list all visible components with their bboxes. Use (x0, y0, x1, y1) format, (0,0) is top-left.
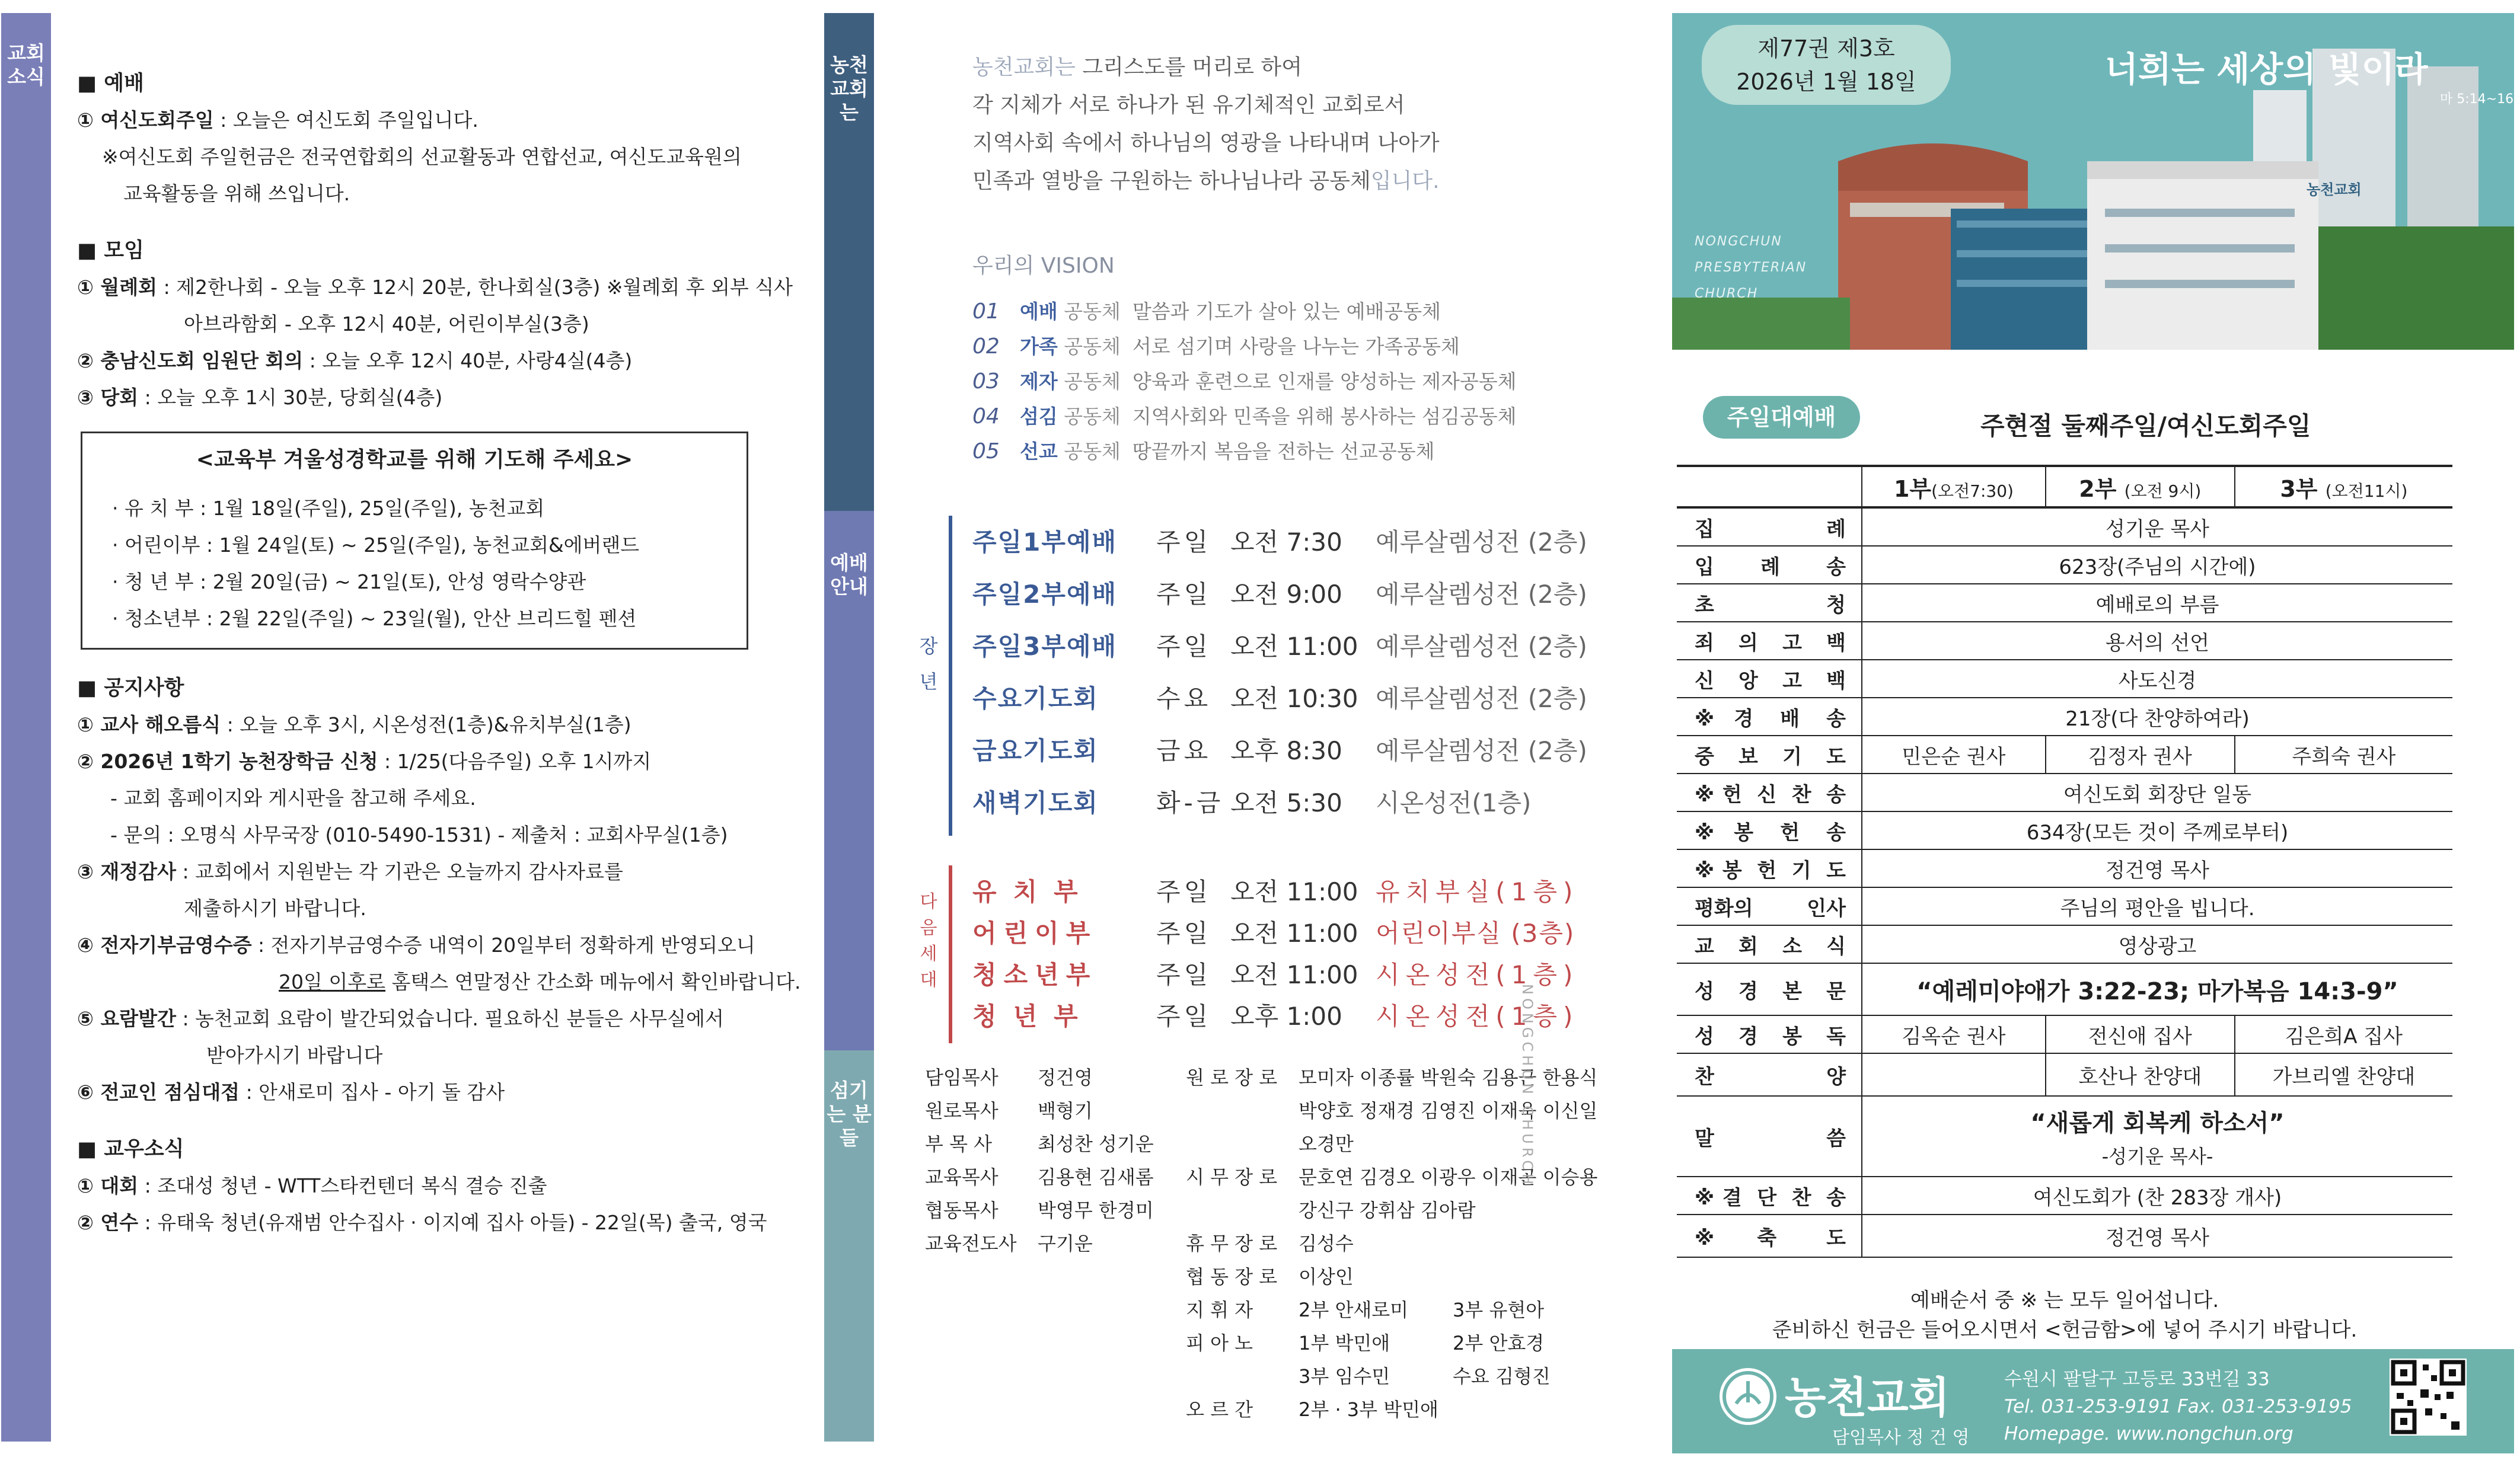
vision-item (972, 329, 1517, 364)
order-header-row (1677, 466, 2452, 507)
staff-title: 원로목사 (925, 1100, 999, 1122)
service-day: 주일 (1156, 632, 1212, 661)
vision-desc: 서로 섬기며 사랑을 나누는 가족공동체 (1132, 335, 1460, 358)
order-label: 중 보 기 도 (1677, 736, 1862, 774)
order-row (1677, 698, 2452, 736)
news-note: 교육활동을 위해 쓰입니다. (123, 182, 350, 205)
order-row (1677, 811, 2452, 849)
staff-names: 2부 안효경 (1453, 1332, 1545, 1354)
staff-names: 구기운 (1038, 1232, 1093, 1255)
service-time: 오전 11:00 (1230, 632, 1358, 661)
footer-pastor: 담임목사 정 건 영 (1832, 1427, 1970, 1448)
item-body: : 제2한나회 - 오늘 오후 12시 20분, 한나회실(3층) ※월례회 후 외부 식사 (157, 276, 793, 299)
sermon-title: “새롭게 회복케 하소서” (2030, 1109, 2285, 1137)
church-en-line: NONGCHUN (1695, 234, 1782, 249)
staff-names: 3부 유현아 (1453, 1299, 1545, 1321)
news-item (77, 102, 824, 139)
vision-key: 예배 (1020, 300, 1058, 323)
item-head: ② 충남신도회 임원단 회의 (77, 349, 304, 372)
item-body: 홈택스 연말정산 간소화 메뉴에서 확인바랍니다. (385, 970, 801, 993)
staff-row (1186, 1360, 1613, 1393)
staff-title: 시 무 장 로 (1186, 1166, 1278, 1188)
vision-num: 04 (972, 404, 1000, 429)
order-row (1677, 1053, 2452, 1096)
order-label: 입 례 송 (1677, 546, 1862, 584)
service-time: 오전 5:30 (1230, 788, 1342, 817)
vision-desc: 말씀과 기도가 살아 있는 예배공동체 (1132, 300, 1441, 323)
order-row (1677, 925, 2452, 963)
service-day: 주일 (1156, 960, 1212, 989)
vision-key: 선교 (1020, 440, 1058, 463)
order-label: 평화의 인사 (1677, 887, 1862, 925)
staff-title: 교육전도사 (925, 1232, 1017, 1255)
staff-names: 김성수 (1299, 1232, 1354, 1255)
staff-row (925, 1227, 1162, 1260)
order-header-cell (2046, 466, 2235, 507)
vision-desc: 양육과 훈련으로 인재를 양성하는 제자공동체 (1132, 370, 1517, 393)
order-value: 634장(모든 것이 주께로부터) (1862, 811, 2452, 849)
order-row (1677, 963, 2452, 1015)
staff-row (1186, 1227, 1613, 1260)
watermark-text: NONGCHUN CHURCH (1519, 984, 1536, 1188)
order-title: 주현절 둘째주일/여신도회주일 (1980, 411, 2311, 440)
item-body: : 오늘 오후 1시 30분, 당회실(4층) (138, 386, 443, 409)
order-label: 집 례 (1677, 507, 1862, 546)
staff-right (1186, 1061, 1613, 1426)
service-place: 예루살렘성전 (2층) (1376, 528, 1587, 557)
staff-row (925, 1194, 1162, 1227)
vision-suffix: 공동체 (1057, 335, 1121, 358)
order-label: 죄 의 고 백 (1677, 622, 1862, 660)
building-sign: 농천교회 (2307, 181, 2362, 198)
service-time: 오전 11:00 (1230, 877, 1358, 906)
vision-num: 02 (972, 334, 1000, 359)
service-place: 예루살렘성전 (2층) (1376, 736, 1587, 765)
order-label: ※경 배 송 (1677, 698, 1862, 736)
service-name: 금요기도회 (972, 736, 1099, 765)
service-time: 오전 9:00 (1230, 580, 1342, 609)
order-row (1677, 507, 2452, 546)
adult-divider (949, 516, 952, 836)
about-side-label: 농천교회는 (830, 53, 868, 124)
order-note: 예배순서 중 ※ 는 모두 일어섭니다. (1910, 1289, 2219, 1312)
service-day: 금요 (1156, 736, 1212, 765)
service-place: 시온성전(1층) (1376, 1002, 1579, 1031)
vision-desc: 지역사회와 민족을 위해 봉사하는 섬김공동체 (1132, 405, 1517, 428)
order-value: 가브리엘 찬양대 (2235, 1053, 2452, 1096)
prayer-box-line: · 청 년 부 : 2월 20일(금) ~ 21일(토), 안성 영락수양관 (112, 570, 586, 593)
vision-item (972, 434, 1517, 469)
age-next-label: 다음세대 (920, 891, 937, 990)
service-name: 유치부 (972, 877, 1095, 906)
underlined-text: 20일 이후로 (279, 970, 385, 993)
order-value: 사도신경 (1862, 660, 2452, 698)
service-time: 오전 10:30 (1230, 684, 1358, 713)
item-head: ③ 당회 (77, 386, 139, 409)
service-name: 청년부 (972, 1002, 1095, 1031)
motto-reference: 마 5:14~16 (2440, 92, 2514, 107)
staff-row (1186, 1327, 1613, 1360)
news-item (77, 343, 824, 379)
staff-row (1186, 1127, 1613, 1161)
news-item (77, 379, 824, 416)
vision-item (972, 364, 1517, 399)
staff-title: 부 목 사 (925, 1133, 993, 1155)
staff-names: 2부 안새로미 (1299, 1299, 1409, 1321)
service-place: 시온성전(1층) (1376, 960, 1579, 989)
staff-names: 문호연 김경오 이광우 이재곤 이승용 (1299, 1166, 1598, 1188)
motto-text: 너희는 세상의 빛이라 (2105, 49, 2428, 90)
staff-title: 협 동 장 로 (1186, 1266, 1278, 1288)
staff-names: 이상인 (1299, 1266, 1354, 1288)
footer-homepage[interactable]: Homepage. www.nongchun.org (2004, 1423, 2293, 1445)
church-intro (972, 49, 1440, 200)
issue-date: 2026년 1월 18일 (1736, 69, 1916, 95)
prayer-box-title: <교육부 겨울성경학교를 위해 기도해 주세요> (196, 448, 633, 472)
prayer-box-line: · 청소년부 : 2월 22일(주일) ~ 23일(월), 안산 브리드힐 펜션 (112, 607, 637, 630)
sermon-cell (1862, 1096, 2452, 1177)
item-head: ④ 전자기부금영수증 (77, 934, 252, 957)
order-row (1677, 1215, 2452, 1257)
staff-title: 오 르 간 (1186, 1398, 1253, 1421)
service-day: 주일 (1156, 528, 1212, 557)
order-value: 김은희A 집사 (2235, 1015, 2452, 1053)
order-value: 21장(다 찬양하여라) (1862, 698, 2452, 736)
order-row (1677, 660, 2452, 698)
item-head: ① 월례회 (77, 276, 158, 299)
vision-key: 가족 (1020, 335, 1058, 358)
staff-row (1186, 1260, 1613, 1293)
item-body: : 오늘 오후 12시 40분, 사랑4실(4층) (303, 349, 633, 372)
worship-order-table (1677, 465, 2452, 1258)
service-day: 주일 (1156, 1002, 1212, 1031)
footer-address: 수원시 팔달구 고등로 33번길 33 (2004, 1369, 2270, 1390)
order-value: 정건영 목사 (1862, 849, 2452, 887)
order-row (1677, 736, 2452, 774)
service-name: 주일2부예배 (972, 580, 1118, 609)
vision-suffix: 공동체 (1057, 300, 1121, 323)
service-place: 어린이부실 (3층) (1376, 919, 1575, 948)
sermon-preacher: -성기운 목사- (2101, 1145, 2213, 1168)
staff-row (1186, 1161, 1613, 1194)
intro-text: 그리스도를 머리로 하여 (1075, 55, 1302, 79)
news-item-cont (77, 964, 824, 1001)
vision-num: 05 (972, 439, 1000, 464)
footer-phone: Tel. 031-253-9191 Fax. 031-253-9195 (2004, 1396, 2352, 1417)
order-row (1677, 584, 2452, 622)
item-head: ③ 재정감사 (77, 860, 176, 883)
meeting-heading: ■ 모임 (77, 239, 144, 263)
order-header-cell (2235, 466, 2452, 507)
service-time: 오전 11:00 (1230, 960, 1358, 989)
news-item-cont: - 문의 : 오명식 사무국장 (010-5490-1531) - 제출처 : 교회사무실(1층) (110, 823, 728, 846)
staff-row (1186, 1393, 1613, 1426)
order-row (1677, 887, 2452, 925)
service-day: 주일 (1156, 877, 1212, 906)
staff-title: 원 로 장 로 (1186, 1066, 1278, 1089)
staff-row (1186, 1094, 1613, 1127)
order-value: 성기운 목사 (1862, 507, 2452, 546)
service-name: 어린이부 (972, 919, 1098, 948)
staff-names: 3부 임수민 (1299, 1365, 1390, 1388)
staff-names: 모미자 이종률 박원숙 김용근 한용식 (1299, 1066, 1598, 1089)
order-value: 김정자 권사 (2046, 736, 2235, 774)
vision-item (972, 399, 1517, 434)
order-value: 용서의 선언 (1862, 622, 2452, 660)
news-item (77, 854, 824, 890)
item-head: ② 연수 (77, 1211, 139, 1234)
service-place: 예루살렘성전 (2층) (1376, 632, 1587, 661)
issue-badge (1702, 25, 1951, 105)
item-body: : 농천교회 요람이 발간되었습니다. 필요하신 분들은 사무실에서 (176, 1007, 724, 1030)
staff-row (1186, 1293, 1613, 1327)
order-value: 민은순 권사 (1862, 736, 2046, 774)
order-value: 예배로의 부름 (1862, 584, 2452, 622)
staff-title: 담임목사 (925, 1066, 999, 1089)
age-youth-label: 장년 (919, 635, 938, 693)
header-sub: (오전 9시) (2124, 481, 2202, 501)
item-body: : 조대성 청년 - WTT스타컨텐더 복식 결승 진출 (138, 1174, 547, 1197)
guide-side-label: 예배안내 (830, 551, 868, 598)
item-body: : 유태욱 청년(유재범 안수집사 · 이지예 집사 아들) - 22일(목) 출국, 영국 (138, 1211, 767, 1234)
order-row (1677, 1015, 2452, 1053)
order-value: 여신도회 회장단 일동 (1862, 774, 2452, 811)
staff-names: 최성찬 성기운 (1038, 1133, 1154, 1155)
intro-text: 민족과 열방을 구원하는 하나님나라 공동체 (972, 169, 1371, 193)
prayer-box-line: · 어린이부 : 1월 24일(토) ~ 25일(주일), 농천교회&에버랜드 (112, 533, 640, 557)
order-header-blank (1677, 466, 1862, 507)
news-side-bar (1, 13, 51, 1442)
header-main: 2부 (2079, 475, 2117, 502)
item-head: ② 2026년 1학기 농천장학금 신청 (77, 750, 378, 773)
news-item (77, 269, 824, 306)
news-item-cont: 받아가시기 바랍니다 (206, 1044, 383, 1067)
service-name: 청소년부 (972, 960, 1098, 989)
staff-names: 김용현 김새롬 (1038, 1166, 1154, 1188)
header-main: 3부 (2280, 475, 2318, 502)
order-label: 성 경 봉 독 (1677, 1015, 1862, 1053)
order-value: 주희숙 권사 (2235, 736, 2452, 774)
news-item (77, 743, 824, 780)
staff-row (925, 1061, 1162, 1094)
servants-side-label: 섬기는 분들 (827, 1079, 872, 1149)
church-logo-icon (1720, 1368, 1776, 1425)
staff-names: 수요 김형진 (1453, 1365, 1551, 1388)
notice-heading: ■ 공지사항 (77, 676, 184, 700)
service-day: 화-금 (1156, 788, 1224, 817)
header-main: 1부 (1893, 475, 1932, 502)
header-sub: (오전7:30) (1931, 481, 2014, 501)
order-note: 준비하신 헌금은 들어오시면서 <헌금함>에 넣어 주시기 바랍니다. (1772, 1318, 2358, 1342)
order-value: 전신애 집사 (2046, 1015, 2235, 1053)
staff-row (1186, 1061, 1613, 1094)
service-day: 주일 (1156, 580, 1212, 609)
order-header-cell (1862, 466, 2046, 507)
staff-left (925, 1061, 1162, 1260)
prayer-box-line: · 유 치 부 : 1월 18일(주일), 25일(주일), 농천교회 (112, 497, 545, 520)
service-name: 새벽기도회 (972, 788, 1099, 817)
order-label: ※헌 신 찬 송 (1677, 774, 1862, 811)
staff-names: 강신구 강휘삼 김아람 (1299, 1199, 1476, 1222)
staff-names: 백형기 (1038, 1100, 1093, 1122)
service-place: 시온성전(1층) (1376, 788, 1532, 817)
item-body: : 전자기부금영수증 내역이 20일부터 정확하게 반영되오니 (251, 934, 755, 957)
item-head: ① 대회 (77, 1174, 139, 1197)
order-label: 성 경 본 문 (1677, 963, 1862, 1015)
church-en-line: PRESBYTERIAN (1695, 260, 1807, 275)
order-label: 찬 양 (1677, 1053, 1862, 1096)
order-value: 주님의 평안을 빕니다. (1862, 887, 2452, 925)
vision-desc: 땅끝까지 복음을 전하는 선교공동체 (1132, 440, 1435, 463)
service-day: 주일 (1156, 919, 1212, 948)
service-day: 수요 (1156, 684, 1212, 713)
worship-heading: ■ 예배 (77, 72, 144, 95)
order-value: 김옥순 권사 (1862, 1015, 2046, 1053)
service-place: 예루살렘성전 (2층) (1376, 684, 1587, 713)
news-item (77, 1001, 824, 1037)
news-item (77, 927, 824, 964)
intro-line: 각 지체가 서로 하나가 된 유기체적인 교회로서 (972, 93, 1405, 117)
order-label: 신 앙 고 백 (1677, 660, 1862, 698)
vision-key: 섬김 (1020, 405, 1058, 428)
news-item (77, 1074, 824, 1111)
order-value: 623장(주님의 시간에) (1862, 546, 2452, 584)
staff-row (925, 1094, 1162, 1127)
staff-row (925, 1127, 1162, 1161)
service-time: 오후 1:00 (1230, 1002, 1342, 1031)
service-name: 주일1부예배 (972, 528, 1118, 557)
news-note: ※여신도회 주일헌금은 전국연합회의 선교활동과 연합선교, 여신도교육원의 (102, 145, 742, 168)
members-heading: ■ 교우소식 (77, 1137, 184, 1161)
service-place: 유치부실(1층) (1376, 877, 1579, 906)
vision-num: 03 (972, 369, 1000, 394)
item-body: : 1/25(다음주일) 오후 1시까지 (378, 750, 652, 773)
staff-names: 1부 박민애 (1299, 1332, 1390, 1354)
scripture-value: “예레미야애가 3:22-23; 마가복음 14:3-9” (1862, 963, 2452, 1015)
staff-title: 협동목사 (925, 1199, 999, 1222)
order-tag: 주일대예배 (1703, 396, 1860, 439)
intro-line (972, 162, 1440, 200)
vision-suffix: 공동체 (1057, 440, 1121, 463)
vision-suffix: 공동체 (1057, 405, 1121, 428)
item-head: ⑥ 전교인 점심대접 (77, 1081, 240, 1104)
order-row (1677, 1177, 2452, 1215)
news-item (77, 1168, 824, 1204)
order-label: ※봉 헌 기 도 (1677, 849, 1862, 887)
staff-title: 피 아 노 (1186, 1332, 1253, 1354)
order-value: 영상광고 (1862, 925, 2452, 963)
order-row (1677, 849, 2452, 887)
staff-names: 박영무 한경미 (1038, 1199, 1154, 1222)
order-label: ※봉 헌 송 (1677, 811, 1862, 849)
vision-title: 우리의 VISION (972, 254, 1115, 278)
staff-row (1186, 1194, 1613, 1227)
news-side-label: 교회소식 (7, 41, 45, 88)
footer-contact (2004, 1366, 2352, 1447)
staff-names: 오경만 (1299, 1133, 1354, 1155)
prayer-box (81, 432, 748, 650)
next-divider (949, 865, 952, 1043)
vision-suffix: 공동체 (1057, 370, 1121, 393)
order-label: ※축 도 (1677, 1215, 1862, 1257)
item-body: : 오늘은 여신도회 주일입니다. (213, 108, 479, 132)
intro-line: 지역사회 속에서 하나님의 영광을 나타내며 나아가 (972, 131, 1440, 155)
service-time: 오전 11:00 (1230, 919, 1358, 948)
service-place: 예루살렘성전 (2층) (1376, 580, 1587, 609)
service-name: 수요기도회 (972, 684, 1099, 713)
order-value: 호산나 찬양대 (2046, 1053, 2235, 1096)
staff-names: 박양호 정재경 김영진 이재욱 이신일 (1299, 1100, 1598, 1122)
order-label: 말 씀 (1677, 1096, 1862, 1177)
staff-title: 교육목사 (925, 1166, 999, 1188)
order-value: 여신도회가 (찬 283장 개사) (1862, 1177, 2452, 1215)
service-time: 오전 7:30 (1230, 528, 1342, 557)
intro-suffix: 입니다. (1370, 169, 1440, 193)
intro-line (972, 49, 1440, 87)
church-english-name (1695, 229, 1807, 307)
order-label: 초 청 (1677, 584, 1862, 622)
order-value (1862, 1053, 2046, 1096)
news-item-cont: 제출하시기 바랍니다. (184, 897, 366, 920)
vision-num: 01 (972, 299, 1000, 324)
order-row (1677, 1096, 2452, 1177)
news-item (77, 1204, 824, 1241)
order-row (1677, 622, 2452, 660)
vision-key: 제자 (1020, 370, 1058, 393)
intro-church-name: 농천교회는 (972, 55, 1076, 79)
order-row (1677, 774, 2452, 811)
item-head: ① 여신도회주일 (77, 108, 214, 132)
vision-list (972, 294, 1517, 469)
news-item-cont: - 교회 홈페이지와 게시판을 참고해 주세요. (110, 787, 476, 810)
staff-names: 2부 · 3부 박민애 (1299, 1398, 1438, 1421)
staff-title: 지 휘 자 (1186, 1299, 1253, 1321)
service-time: 오후 8:30 (1230, 736, 1342, 765)
order-label: 교 회 소 식 (1677, 925, 1862, 963)
qr-code-icon[interactable] (2390, 1359, 2467, 1436)
church-en-line: CHURCH (1695, 286, 1759, 301)
news-item (77, 707, 824, 743)
item-head: ⑤ 요람발간 (77, 1007, 176, 1030)
issue-number: 제77권 제3호 (1757, 36, 1895, 62)
order-value: 정건영 목사 (1862, 1215, 2452, 1257)
item-body: : 오늘 오후 3시, 시온성전(1층)&유치부실(1층) (221, 713, 631, 736)
news-section (77, 65, 824, 1241)
item-body: : 교회에서 지원받는 각 기관은 오늘까지 감사자료를 (176, 860, 623, 883)
header-sub: (오전11시) (2325, 481, 2408, 501)
item-head: ① 교사 해오름식 (77, 713, 221, 736)
order-row (1677, 546, 2452, 584)
staff-title: 휴 무 장 로 (1186, 1232, 1278, 1255)
order-label: ※결 단 찬 송 (1677, 1177, 1862, 1215)
staff-row (925, 1161, 1162, 1194)
footer-church-name: 농천교회 (1785, 1373, 1950, 1423)
item-body: : 안새로미 집사 - 아기 돌 감사 (240, 1081, 505, 1104)
vision-item (972, 294, 1517, 329)
staff-names: 정건영 (1038, 1066, 1093, 1089)
service-name: 주일3부예배 (972, 632, 1118, 661)
news-item-cont: 아브라함회 - 오후 12시 40분, 어린이부실(3층) (184, 312, 589, 335)
